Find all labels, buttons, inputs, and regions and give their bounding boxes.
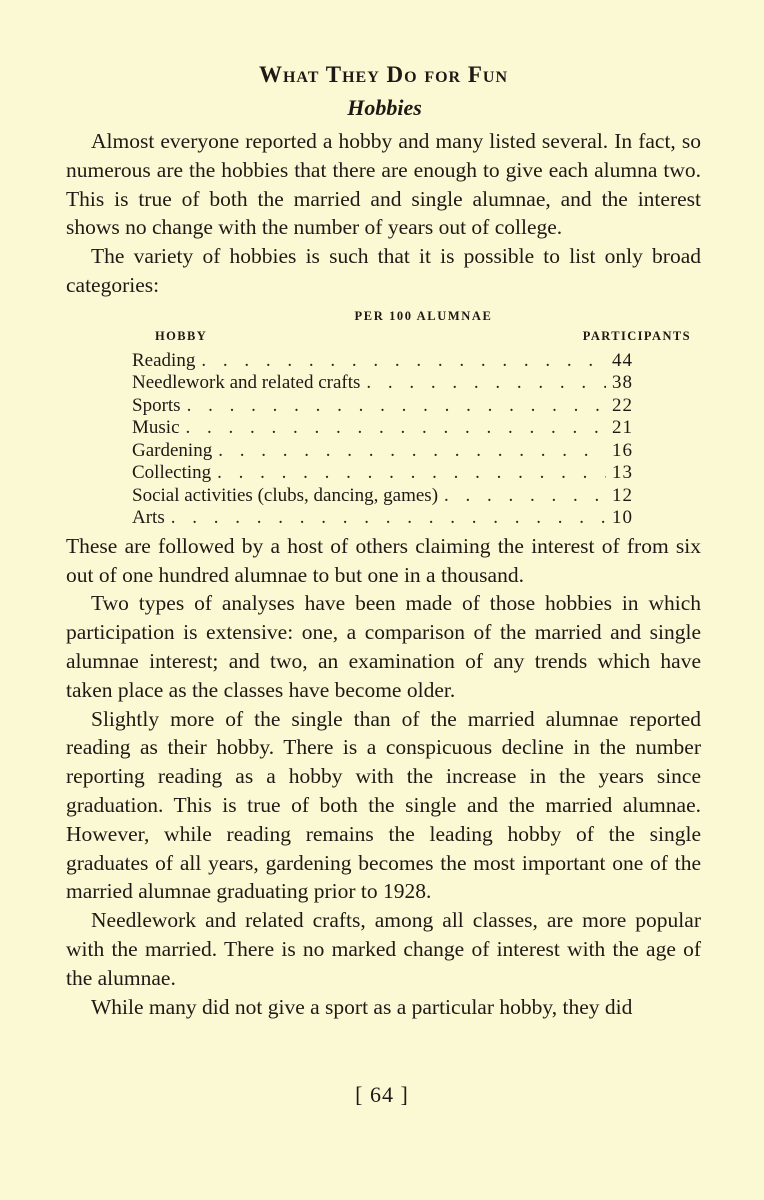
dot-leader [180,417,607,440]
table-header-row [66,328,701,344]
hobby-name: Needlework and related crafts [132,372,361,394]
table-row [132,462,636,485]
participant-count: 22 [612,394,633,416]
table-caption: PER 100 ALUMNAE [354,308,493,323]
table-row [132,485,636,508]
paragraph-others: These are followed by a host of others claiming the interest of from six out of one hundred alumnae to but one in a thousand. [66,533,701,587]
participant-count: 16 [612,439,633,461]
table-row [132,417,636,440]
page-content [66,58,701,1021]
column-header-hobby: HOBBY [155,328,208,343]
participant-count: 21 [612,417,633,439]
paragraph-reading: Slightly more of the single than of the married alumnae reported reading as their hobby. There is a conspicuous decline in the number reporting reading as a hobby with the increase in the years since graduation. This is true of both the single and the married alumnae. However, while reading remains the leading hobby of the single graduates of all years, gardening becomes the most important one of the married alumnae graduating prior to 1928. [66,706,701,904]
paragraph-variety: The variety of hobbies is such that it is possible to list only broad categories: [66,244,701,297]
hobby-name: Sports [132,394,181,416]
hobby-name: Social activities (clubs, dancing, games) [132,484,439,506]
hobby-name: Arts [132,507,165,529]
hobby-name: Collecting [132,462,212,484]
dot-leader [212,440,606,463]
page-number: [ 64 ] [355,1082,409,1107]
hobby-name: Reading [132,349,196,371]
table-row [132,440,636,463]
paragraph-intro: Almost everyone reported a hobby and many listed several. In fact, so numerous are the hobbies that there are enough to give each alumna two. This is true of both the married and single alumnae, and the interest shows no change with the number of years out of college. [66,129,701,240]
hobby-table [66,308,701,530]
table-row [132,372,636,395]
hobby-name: Music [132,417,180,439]
dot-leader [181,395,606,418]
participant-count: 44 [612,349,633,371]
participant-count: 38 [612,372,633,394]
running-head: What They Do for Fun [258,62,509,87]
dot-leader [438,485,606,508]
paragraph-analyses: Two types of analyses have been made of those hobbies in which participation is extensive: one, a comparison of the married and single alumnae interest; and two, an examination of any trends which have taken place as the classes have become older. [66,591,701,702]
paragraph-sports: While many did not give a sport as a particular hobby, they did [91,994,633,1019]
table-row [132,350,636,373]
dot-leader [195,350,606,373]
participant-count: 13 [612,462,633,484]
participant-count: 12 [612,484,633,506]
hobby-name: Gardening [132,439,213,461]
table-row [132,395,636,418]
column-header-participants: PARTICIPANTS [582,328,691,343]
dot-leader [165,507,606,530]
dot-leader [211,462,606,485]
paragraph-needlework: Needlework and related crafts, among all classes, are more popular with the married. There is no marked change of interest with the age of the alumnae. [66,908,701,990]
table-row [132,507,636,530]
dot-leader [360,372,606,395]
section-title: Hobbies [347,95,422,120]
participant-count: 10 [612,507,633,529]
